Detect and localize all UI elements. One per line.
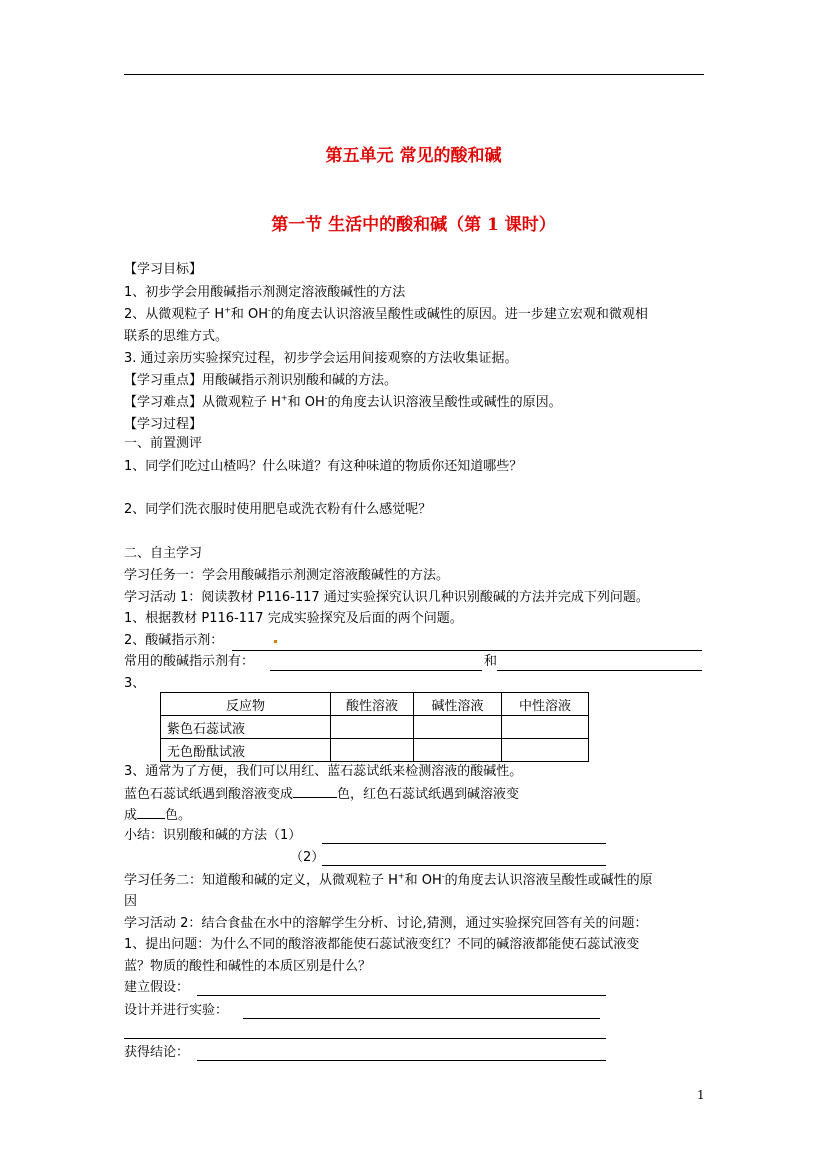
hypothesis-blank[interactable] [197, 995, 606, 996]
litmus-line-1: 3、通常为了方便，我们可以用红、蓝石蕊试纸来检测溶液的酸碱性。 [124, 764, 523, 779]
self-study-heading: 二、自主学习 [124, 546, 203, 561]
table-cell[interactable] [414, 739, 502, 762]
table-cell[interactable] [502, 716, 589, 739]
task-2: 学习任务二：知道酸和碱的定义，从微观粒子 H+和 OH-的角度去认识溶液呈酸性或碱性的原 [124, 871, 653, 888]
task-1: 学习任务一：学会用酸碱指示剂测定溶液酸碱性的方法。 [124, 568, 450, 583]
mark-dot [274, 640, 277, 643]
step-2: 2、酸碱指示剂： [124, 633, 224, 648]
objectives-heading: 【学习目标】 [124, 262, 203, 277]
section-title: 第一节 生活中的酸和碱（第 1 课时） [271, 215, 556, 235]
process-heading: 【学习过程】 [124, 417, 203, 432]
table-row [161, 739, 589, 762]
table-header-row [161, 693, 589, 716]
key-point: 【学习重点】用酸碱指示剂识别酸和碱的方法。 [124, 373, 398, 388]
page-number: 1 [697, 1088, 705, 1102]
question-1-cont: 蓝？物质的酸性和碱性的本质区别是什么？ [124, 959, 372, 974]
table-cell[interactable] [331, 716, 414, 739]
indicator-blank-2[interactable] [497, 670, 702, 671]
header-rule [124, 74, 704, 75]
objective-1: 1、初步学会用酸碱指示剂测定溶液酸碱性的方法 [124, 285, 406, 300]
table-header: 碱性溶液 [414, 693, 502, 716]
table-header: 酸性溶液 [331, 693, 414, 716]
indicator-table [160, 692, 589, 762]
experiment-blank-2[interactable] [124, 1038, 606, 1039]
conclusion-label: 获得结论： [124, 1045, 190, 1060]
table-row [161, 716, 589, 739]
summary-1: 小结：识别酸和碱的方法（1） [124, 828, 302, 843]
objective-3: 3. 通过亲历实验探究过程，初步学会运用间接观察的方法收集证据。 [124, 351, 518, 366]
experiment-label: 设计并进行实验： [124, 1003, 229, 1018]
acid-color-blank[interactable] [293, 786, 337, 798]
task-2-cont: 因 [124, 894, 138, 909]
base-color-blank[interactable] [137, 807, 165, 819]
summary-2: （2） [290, 850, 325, 865]
hypothesis-label: 建立假设： [124, 980, 190, 995]
step-3: 3、 [124, 676, 146, 691]
table-header: 中性溶液 [502, 693, 589, 716]
and-label: 和 [484, 654, 498, 669]
table-header: 反应物 [161, 693, 331, 716]
indicator-blank[interactable] [232, 650, 702, 651]
table-cell: 紫色石蕊试液 [161, 716, 331, 739]
activity-2: 学习活动 2：结合食盐在水中的溶解学生分析、讨论,猜测，通过实验探究回答有关的问题： [124, 916, 648, 931]
activity-1: 学习活动 1：阅读教材 P116-117 通过实验探究认识几种识别酸碱的方法并完成下列问题。 [124, 590, 649, 605]
summary-blank-2[interactable] [322, 865, 606, 866]
unit-title: 第五单元 常见的酸和碱 [325, 146, 502, 166]
table-cell[interactable] [414, 716, 502, 739]
summary-blank-1[interactable] [322, 843, 606, 844]
table-cell: 无色酚酞试液 [161, 739, 331, 762]
indicator-blank-1[interactable] [270, 670, 482, 671]
objective-2: 2、从微观粒子 H+和 OH-的角度去认识溶液呈酸性或碱性的原因。进一步建立宏观和微观相 [124, 305, 648, 322]
conclusion-blank[interactable] [197, 1060, 606, 1061]
difficulty: 【学习难点】从微观粒子 H+和 OH-的角度去认识溶液呈酸性或碱性的原因。 [124, 393, 562, 410]
common-indicators-label: 常用的酸碱指示剂有： [124, 654, 255, 669]
table-cell[interactable] [502, 739, 589, 762]
pretest-heading: 一、前置测评 [124, 436, 203, 451]
litmus-line-2: 蓝色石蕊试纸遇到酸溶液变成 色，红色石蕊试纸遇到碱溶液变 [124, 787, 520, 802]
pretest-q2: 2、同学们洗衣服时使用肥皂或洗衣粉有什么感觉呢？ [124, 502, 432, 517]
question-1: 1、提出问题：为什么不同的酸溶液都能使石蕊试液变红？不同的碱溶液都能使石蕊试液变 [124, 937, 640, 952]
experiment-blank[interactable] [243, 1018, 600, 1019]
step-1: 1、根据教材 P116-117 完成实验探究及后面的两个问题。 [124, 611, 463, 626]
litmus-line-3: 成 色。 [124, 808, 192, 823]
pretest-q1: 1、同学们吃过山楂吗？什么味道？有这种味道的物质你还知道哪些？ [124, 459, 523, 474]
objective-2-cont: 联系的思维方式。 [124, 329, 229, 344]
table-cell[interactable] [331, 739, 414, 762]
